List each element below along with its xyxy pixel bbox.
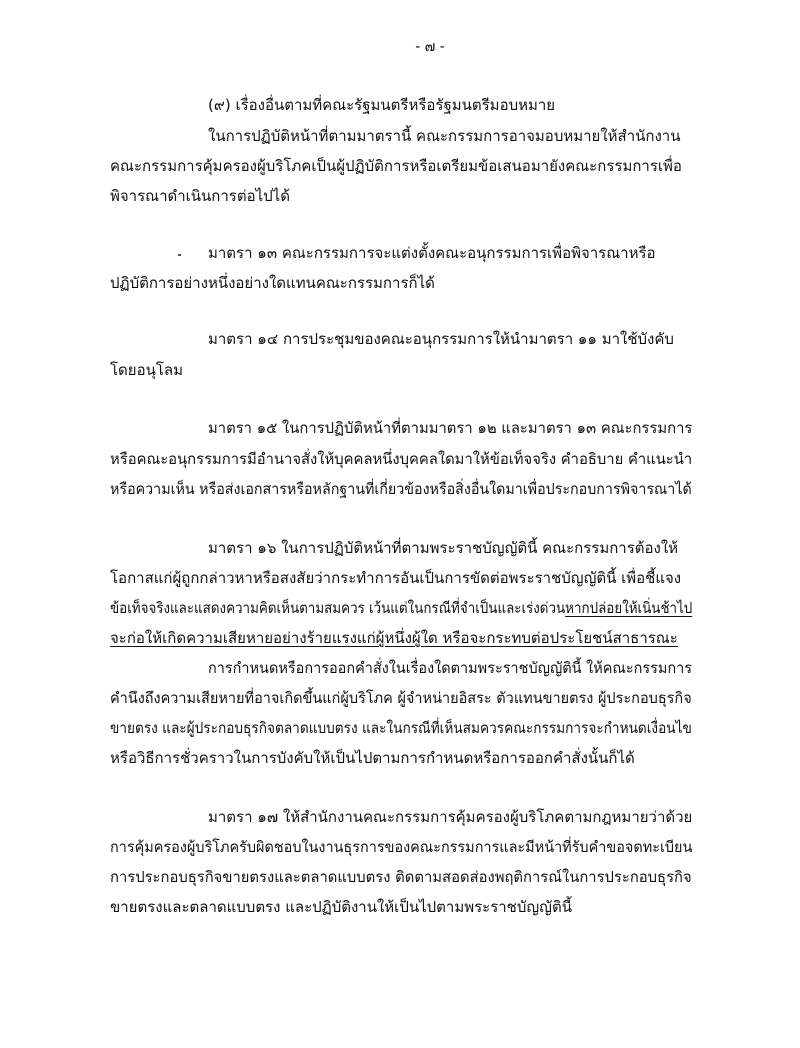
text-line: ปฏิบัติการอย่างหนึ่งอย่างใดแทนคณะกรรมการก็ได้	[110, 274, 435, 292]
text-line: การประกอบธุรกิจขายตรงและตลาดแบบตรง ติดตามสอดส่องพฤติการณ์ในการประกอบธุรกิจ	[110, 868, 692, 886]
text-line: คำนึงถึงความเสียหายที่อาจเกิดขึ้นแก่ผู้บริโภค ผู้จำหน่ายอิสระ ตัวแทนขายตรง ผู้ประกอบธุรกิจ	[110, 689, 692, 707]
text-line: โอกาสแก่ผู้ถูกกล่าวหาหรือสงสัยว่ากระทำการอันเป็นการขัดต่อพระราชบัญญัตินี้ เพื่อชี้แจง	[110, 569, 682, 587]
text-line: หรือความเห็น หรือส่งเอกสารหรือหลักฐานที่เกี่ยวข้องหรือสิ่งอื่นใดมาเพื่อประกอบการพิจารณาได้	[110, 480, 692, 498]
underlined-text: จะก่อให้เกิดความเสียหายอย่างร้ายแรงแก่ผู้หนึ่งผู้ใด หรือจะกระทบต่อประโยชน์สาธารณะ	[110, 629, 678, 647]
text-line	[110, 597, 692, 619]
text-line: การกำหนดหรือการออกคำสั่งในเรื่องใดตามพระราชบัญญัตินี้ ให้คณะกรรมการ	[208, 659, 693, 677]
text-span: ข้อเท็จจริงและแสดงความคิดเห็นตามสมควร เว้นแต่ในกรณีที่จำเป็นและเร่งด่วน	[110, 599, 566, 617]
section-17-line: มาตรา ๑๗ ให้สำนักงานคณะกรรมการคุ้มครองผู้บริโภคตามกฎหมายว่าด้วย	[208, 808, 693, 826]
text-line: ขายตรงและตลาดแบบตรง และปฏิบัติงานให้เป็นไปตามพระราชบัญญัตินี้	[110, 898, 572, 916]
text-line: ขายตรง และผู้ประกอบธุรกิจตลาดแบบตรง และในกรณีที่เห็นสมควรคณะกรรมการจะกำหนดเงื่อนไข	[110, 719, 692, 737]
text-line: คณะกรรมการคุ้มครองผู้บริโภคเป็นผู้ปฏิบัติการหรือเตรียมข้อเสนอมายังคณะกรรมการเพื่อ	[110, 157, 682, 175]
text-line: การคุ้มครองผู้บริโภครับผิดชอบในงานธุรการของคณะกรรมการและมีหน้าที่รับคำขอจดทะเบียน	[110, 838, 693, 856]
section-14-line: มาตรา ๑๔ การประชุมของคณะอนุกรรมการให้นำมาตรา ๑๑ มาใช้บังคับ	[208, 330, 674, 348]
section-15-line: มาตรา ๑๕ ในการปฏิบัติหน้าที่ตามมาตรา ๑๒ และมาตรา ๑๓ คณะกรรมการ	[208, 419, 693, 437]
text-line: พิจารณาดำเนินการต่อไปได้	[110, 187, 290, 205]
underlined-text: หากปล่อยให้เนิ่นช้าไป	[565, 599, 693, 617]
page-number: - ๗ -	[415, 39, 445, 55]
section-13-line: มาตรา ๑๓ คณะกรรมการจะแต่งตั้งคณะอนุกรรมการเพื่อพิจารณาหรือ	[208, 244, 656, 262]
section-16-line: มาตรา ๑๖ ในการปฏิบัติหน้าที่ตามพระราชบัญญัตินี้ คณะกรรมการต้องให้	[208, 539, 679, 557]
text-line: โดยอนุโลม	[110, 361, 183, 379]
scan-speck	[178, 254, 181, 256]
text-line: ในการปฏิบัติหน้าที่ตามมาตรานี้ คณะกรรมการอาจมอบหมายให้สำนักงาน	[208, 127, 681, 145]
text-line: หรือคณะอนุกรรมการมีอำนาจสั่งให้บุคคลหนึ่งบุคคลใดมาให้ข้อเท็จจริง คำอธิบาย คำแนะนำ	[110, 450, 693, 468]
text-line: หรือวิธีการชั่วคราวในการบังคับให้เป็นไปตามการกำหนดหรือการออกคำสั่งนั้นก็ได้	[110, 749, 635, 767]
item-9-heading: (๙) เรื่องอื่นตามที่คณะรัฐมนตรีหรือรัฐมนตรีมอบหมาย	[208, 96, 556, 114]
